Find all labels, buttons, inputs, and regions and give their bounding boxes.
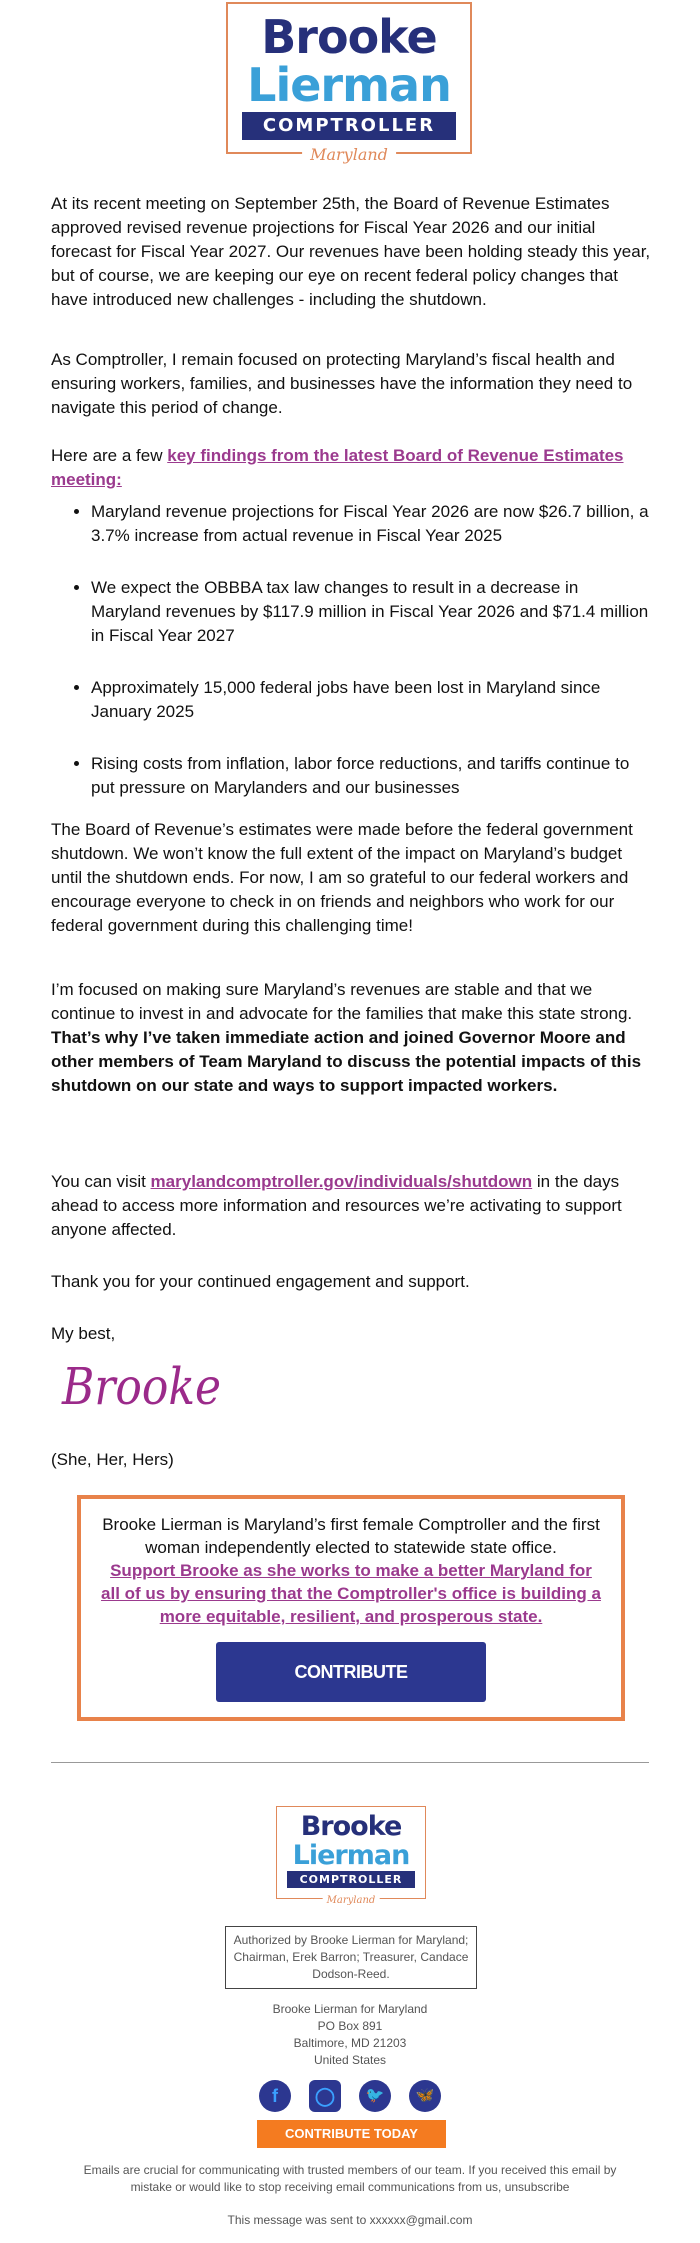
action-bold-text: That’s why I’ve taken immediate action and joined Governor Moore and other members of Team Maryland to discuss the potential impacts of this shutdown on our state and ways to support impacted workers. bbox=[51, 1028, 642, 1095]
key-findings-link[interactable]: key findings from the latest Board of Revenue Estimates meeting: bbox=[51, 446, 624, 489]
contribute-today-button[interactable]: CONTRIBUTE TODAY bbox=[257, 2120, 446, 2148]
visit-paragraph bbox=[51, 1170, 651, 1242]
thanks-paragraph: Thank you for your continued engagement and support. bbox=[51, 1272, 470, 1291]
address-line: Brooke Lierman for Maryland bbox=[272, 2002, 428, 2016]
contribute-button[interactable]: CONTRIBUTE bbox=[216, 1642, 486, 1702]
closing: My best, bbox=[51, 1324, 116, 1343]
mailing-address bbox=[0, 2001, 700, 2069]
bluesky-icon[interactable]: 🦋 bbox=[409, 2080, 441, 2112]
twitter-icon[interactable]: 🐦 bbox=[359, 2080, 391, 2112]
address-line: United States bbox=[313, 2053, 387, 2067]
logo-lierman: Lierman bbox=[247, 58, 451, 112]
logo-brooke: Brooke bbox=[261, 10, 437, 64]
shutdown-resources-link[interactable]: marylandcomptroller.gov/individuals/shutdown bbox=[150, 1172, 533, 1191]
instagram-icon[interactable]: ◯ bbox=[309, 2080, 341, 2112]
header-logo bbox=[226, 2, 472, 164]
findings-list bbox=[51, 500, 651, 800]
visit-suffix: in the days ahead to access more information and resources we’re activating to support anyone affected. bbox=[51, 1172, 622, 1239]
visit-prefix: You can visit bbox=[51, 1172, 151, 1191]
logo-comptroller: COMPTROLLER bbox=[242, 112, 456, 140]
sent-to-notice: This message was sent to xxxxxx@gmail.com bbox=[227, 2213, 473, 2227]
list-item: • Approximately 15,000 federal jobs have been lost in Maryland since January 2025 bbox=[91, 676, 651, 724]
focus-paragraph: As Comptroller, I remain focused on protecting Maryland’s fiscal health and ensuring workers, families, and businesses have the information they need to navigate this period of change. bbox=[51, 350, 633, 417]
footer-logo bbox=[276, 1806, 426, 1906]
signature: Brooke bbox=[62, 1358, 222, 1417]
shutdown-paragraph: The Board of Revenue’s estimates were made before the federal government shutdown. We won’t know the full extent of the impact on Maryland’s budget until the shutdown ends. For now, I am so grateful to our federal workers and encourage everyone to check in on friends and neighbors who work for our federal government during this challenging time! bbox=[51, 820, 633, 935]
logo-lierman: Lierman bbox=[292, 1840, 410, 1871]
bio-text: Brooke Lierman is Maryland’s first female Comptroller and the first woman independently elected to statewide state office. bbox=[102, 1515, 600, 1557]
findings-intro bbox=[51, 444, 651, 492]
facebook-icon[interactable]: f bbox=[259, 2080, 291, 2112]
authorized-by-box: Authorized by Brooke Lierman for Maryland; Chairman, Erek Barron; Treasurer, Candace Dodson-Reed. bbox=[225, 1926, 477, 1989]
logo-maryland: Maryland bbox=[302, 145, 396, 164]
support-brooke-link[interactable]: Support Brooke as she works to make a better Maryland for all of us by ensuring that the Comptroller's office is building a more equitable, resilient, and prosperous state. bbox=[101, 1561, 601, 1626]
list-item: • We expect the OBBBA tax law changes to result in a decrease in Maryland revenues by $117.9 million in Fiscal Year 2026 and $71.4 million in Fiscal Year 2027 bbox=[91, 576, 651, 648]
action-paragraph bbox=[51, 978, 651, 1098]
unsubscribe-notice[interactable]: Emails are crucial for communicating with trusted members of our team. If you received this email by mistake or would like to stop receiving email communications from us, unsubscribe bbox=[83, 2163, 617, 2194]
logo-comptroller: COMPTROLLER bbox=[287, 1871, 415, 1888]
list-item: • Rising costs from inflation, labor force reductions, and tariffs continue to put pressure on Marylanders and our businesses bbox=[91, 752, 651, 800]
address-line: Baltimore, MD 21203 bbox=[293, 2036, 407, 2050]
action-text: I’m focused on making sure Maryland’s revenues are stable and that we continue to invest in and advocate for the families that make this state strong. bbox=[51, 980, 633, 1023]
pronouns: (She, Her, Hers) bbox=[51, 1450, 174, 1469]
social-links bbox=[0, 2080, 700, 2112]
divider bbox=[51, 1762, 649, 1763]
list-item: • Maryland revenue projections for Fiscal Year 2026 are now $26.7 billion, a 3.7% increase from actual revenue in Fiscal Year 2025 bbox=[91, 500, 651, 548]
logo-brooke: Brooke bbox=[300, 1811, 402, 1842]
findings-prefix: Here are a few bbox=[51, 446, 168, 465]
logo-maryland: Maryland bbox=[323, 1895, 380, 1906]
address-line: PO Box 891 bbox=[317, 2019, 383, 2033]
intro-paragraph: At its recent meeting on September 25th, the Board of Revenue Estimates approved revised revenue projections for Fiscal Year 2026 and our initial forecast for Fiscal Year 2027. Our revenues have been holding steady this year, but of course, we are keeping our eye on recent federal policy changes that have introduced new challenges - including the shutdown. bbox=[51, 194, 651, 309]
bio-box bbox=[77, 1495, 625, 1721]
